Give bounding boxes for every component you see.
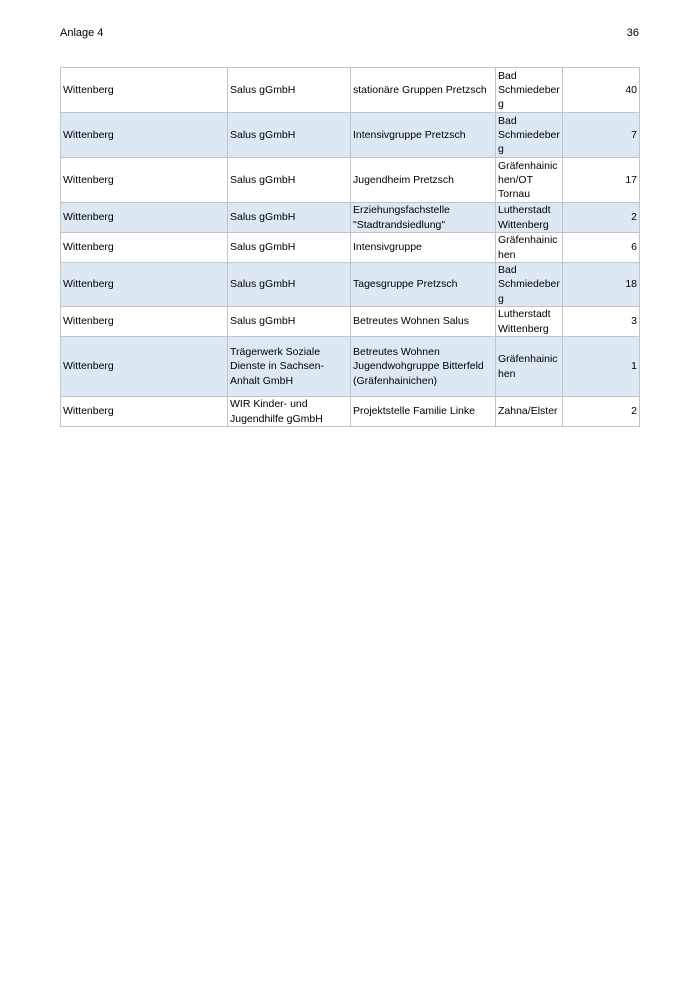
count-cell: 2 bbox=[563, 203, 640, 233]
location-cell: Bad Schmiedeber g bbox=[496, 68, 563, 113]
region-cell: Wittenberg bbox=[61, 203, 228, 233]
location-cell: Gräfenhainic hen bbox=[496, 337, 563, 397]
table-row bbox=[61, 203, 640, 233]
table-row bbox=[61, 397, 640, 427]
count-cell: 17 bbox=[563, 158, 640, 203]
facility-cell: Erziehungsfachstelle "Stadtrandsiedlung" bbox=[351, 203, 496, 233]
region-cell: Wittenberg bbox=[61, 113, 228, 158]
table-row bbox=[61, 68, 640, 113]
provider-cell: Salus gGmbH bbox=[228, 158, 351, 203]
region-cell: Wittenberg bbox=[61, 233, 228, 263]
provider-cell: WIR Kinder- und Jugendhilfe gGmbH bbox=[228, 397, 351, 427]
location-cell: Lutherstadt Wittenberg bbox=[496, 307, 563, 337]
location-cell: Gräfenhainic hen/OT Tornau bbox=[496, 158, 563, 203]
facility-table bbox=[60, 67, 640, 427]
count-cell: 40 bbox=[563, 68, 640, 113]
facility-cell: stationäre Gruppen Pretzsch bbox=[351, 68, 496, 113]
count-cell: 1 bbox=[563, 337, 640, 397]
page-number: 36 bbox=[626, 27, 639, 39]
location-cell: Lutherstadt Wittenberg bbox=[496, 203, 563, 233]
facility-cell: Tagesgruppe Pretzsch bbox=[351, 263, 496, 307]
count-cell: 2 bbox=[563, 397, 640, 427]
table-row bbox=[61, 158, 640, 203]
location-cell: Zahna/Elster bbox=[496, 397, 563, 427]
facility-cell: Projektstelle Familie Linke bbox=[351, 397, 496, 427]
region-cell: Wittenberg bbox=[61, 397, 228, 427]
provider-cell: Salus gGmbH bbox=[228, 113, 351, 158]
count-cell: 7 bbox=[563, 113, 640, 158]
facility-cell: Jugendheim Pretzsch bbox=[351, 158, 496, 203]
region-cell: Wittenberg bbox=[61, 263, 228, 307]
table-row bbox=[61, 233, 640, 263]
location-cell: Bad Schmiedeber g bbox=[496, 263, 563, 307]
provider-cell: Salus gGmbH bbox=[228, 307, 351, 337]
table-row bbox=[61, 307, 640, 337]
count-cell: 3 bbox=[563, 307, 640, 337]
count-cell: 18 bbox=[563, 263, 640, 307]
location-cell: Bad Schmiedeber g bbox=[496, 113, 563, 158]
region-cell: Wittenberg bbox=[61, 337, 228, 397]
page-header-label: Anlage 4 bbox=[60, 27, 104, 39]
region-cell: Wittenberg bbox=[61, 307, 228, 337]
provider-cell: Salus gGmbH bbox=[228, 68, 351, 113]
count-cell: 6 bbox=[563, 233, 640, 263]
table-row bbox=[61, 263, 640, 307]
provider-cell: Salus gGmbH bbox=[228, 263, 351, 307]
provider-cell: Salus gGmbH bbox=[228, 233, 351, 263]
table-row bbox=[61, 337, 640, 397]
region-cell: Wittenberg bbox=[61, 158, 228, 203]
facility-cell: Betreutes Wohnen Jugendwohgruppe Bitterfeld (Gräfenhainichen) bbox=[351, 337, 496, 397]
facility-cell: Intensivgruppe bbox=[351, 233, 496, 263]
location-cell: Gräfenhainic hen bbox=[496, 233, 563, 263]
facility-cell: Betreutes Wohnen Salus bbox=[351, 307, 496, 337]
facility-cell: Intensivgruppe Pretzsch bbox=[351, 113, 496, 158]
provider-cell: Salus gGmbH bbox=[228, 203, 351, 233]
provider-cell: Trägerwerk Soziale Dienste in Sachsen-Anhalt GmbH bbox=[228, 337, 351, 397]
table-row bbox=[61, 113, 640, 158]
region-cell: Wittenberg bbox=[61, 68, 228, 113]
